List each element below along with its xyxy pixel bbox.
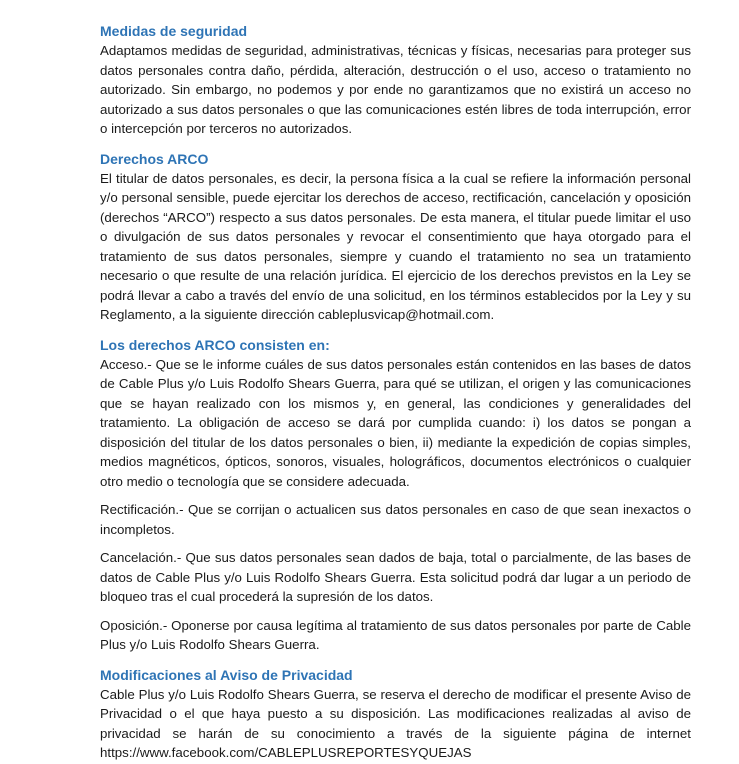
paragraph-modificaciones: Cable Plus y/o Luis Rodolfo Shears Guerra, se reserva el derecho de modificar el presente Aviso de Privacidad o el que haya puesto a su disposición. Las modificaciones realizadas al aviso de privacidad se harán de su conocimiento a través de la siguiente página de internet https://www.facebook.com/CABLEPLUSREPORTESYQUEJAS bbox=[100, 686, 691, 760]
paragraph-rectificacion: Rectificación.- Que se corrijan o actualicen sus datos personales en caso de que sean inexactos o incompletos. bbox=[100, 502, 691, 537]
paragraph-arco-rights: El titular de datos personales, es decir, la persona física a la cual se refiere la información personal y/o personal sensible, puede ejercitar los derechos de acceso, rectificación, cancelación y oposición (derechos “ARCO”) respecto a sus datos personales. De esta manera, el titular puede limitar el uso o divulgación de sus datos personales y revocar el consentimiento que haya otorgado para el tratamiento de sus datos personales, siempre y cuando el tratamiento no sea un tratamiento necesario o que resulte de una relación jurídica. El ejercicio de los derechos previstos en la Ley se podrá llevar a cabo a través del envío de una solicitud, en los términos establecidos por la Ley y su Reglamento, a la siguiente dirección cableplusvicap@hotmail.com. bbox=[100, 170, 691, 322]
paragraph-security: Adaptamos medidas de seguridad, administrativas, técnicas y físicas, necesarias para proteger sus datos personales contra daño, pérdida, alteración, destrucción o el uso, acceso o tratamiento no autorizado. Sin embargo, no podemos y por ende no garantizamos que no existirá un acceso no autorizado a sus datos personales o que las comunicaciones estén libres de toda interrupción, error o intercepción por terceros no autorizados. bbox=[100, 43, 691, 136]
heading-arco-consist: Los derechos ARCO consisten en: bbox=[100, 336, 330, 353]
heading-modificaciones: Modificaciones al Aviso de Privacidad bbox=[100, 666, 353, 683]
heading-security: Medidas de seguridad bbox=[100, 23, 248, 39]
section-modificaciones bbox=[100, 666, 691, 763]
heading-arco-rights: Derechos ARCO bbox=[100, 150, 209, 167]
section-security bbox=[100, 22, 691, 139]
paragraph-cancelacion: Cancelación.- Que sus datos personales sean dados de baja, total o parcialmente, de las bases de datos de Cable Plus y/o Luis Rodolfo Shears Guerra. Esta solicitud podrá dar lugar a un periodo de bloqueo tras el cual procederá la supresión de los datos. bbox=[100, 550, 691, 604]
paragraph-oposicion: Oposición.- Oponerse por causa legítima al tratamiento de sus datos personales por parte de Cable Plus y/o Luis Rodolfo Shears Guerra. bbox=[100, 617, 691, 652]
paragraph-acceso: Acceso.- Que se le informe cuáles de sus datos personales están contenidos en las bases de datos de Cable Plus y/o Luis Rodolfo Shears Guerra, para qué se utilizan, el origen y las comunicaciones que se hayan realizado con los mismos y, en general, las condiciones y generalidades del tratamiento. La obligación de acceso se dará por cumplida cuando: i) los datos se pongan a disposición del titular de los datos personales o bien, ii) mediante la expedición de copias simples, medios magnéticos, ópticos, sonoros, visuales, holográficos, documentos electrónicos o cualquier otro medio o tecnología que se considere adecuada. bbox=[100, 356, 691, 489]
section-arco-rights bbox=[100, 150, 691, 325]
section-arco-consist bbox=[100, 336, 691, 655]
